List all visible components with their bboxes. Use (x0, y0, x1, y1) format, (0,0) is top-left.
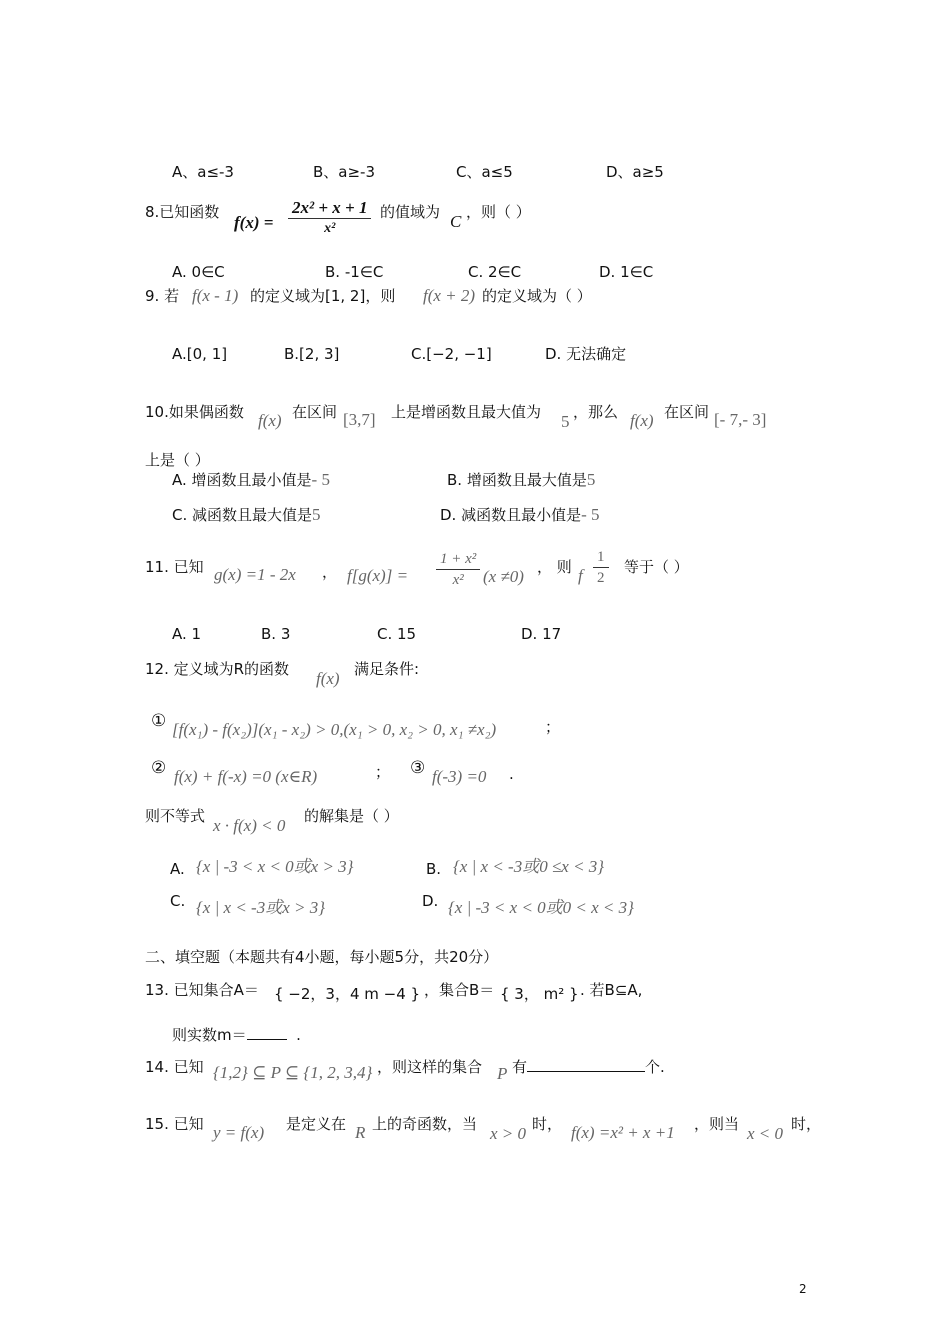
q13-answer-blank[interactable] (247, 1039, 287, 1040)
q11-t1: ， 则 (537, 558, 572, 576)
q13-prefix: 13. 已知集合A＝ (145, 981, 259, 999)
q8-option-d: D. 1∈C (599, 263, 654, 281)
q11-prefix: 11. 已知 (145, 558, 204, 576)
q11-half-fraction (593, 547, 609, 588)
q15-t1: 是定义在 (286, 1115, 347, 1133)
q11-option-c: C. 15 (377, 625, 417, 643)
q7-option-b: B、a≥-3 (313, 163, 376, 181)
page-number: 2 (799, 1282, 807, 1296)
q10-option-a-value: - 5 (311, 470, 330, 489)
q10-option-d (440, 505, 600, 525)
q12-condition-3-mark: ③ (410, 758, 426, 778)
q12-option-d-label: D. (422, 892, 439, 910)
q11-comma: ， (322, 563, 338, 581)
q12-option-c: {x | x < -3或x > 3} (196, 898, 326, 917)
q13-set-b: { 3， m² } (500, 985, 579, 1003)
q8-option-b: B. -1∈C (325, 263, 384, 281)
q9-tail: 的定义域为（ ） (482, 287, 592, 305)
q7-option-a: A、a≤-3 (172, 163, 234, 181)
q10-line2: 上是（ ） (145, 451, 210, 469)
q10-option-c-text: C. 减函数且最大值是 (172, 506, 313, 524)
q14-answer-blank[interactable] (527, 1071, 645, 1072)
q12-option-a: {x | -3 < x < 0或x > 3} (196, 857, 354, 876)
q12-option-c-label: C. (170, 892, 186, 910)
section-2-heading: 二、填空题（本题共有4小题，每小题5分，共20分） (145, 948, 499, 966)
q11-option-b: B. 3 (261, 625, 291, 643)
q15-t3: 时， (532, 1115, 563, 1133)
q15-cond1: x > 0 (490, 1124, 527, 1143)
q11-fraction (436, 549, 480, 590)
q13-mid: ，集合B＝ (424, 981, 495, 999)
q11-fg: f[g(x)] = (347, 566, 409, 585)
q12-option-d: {x | -3 < x < 0或0 < x < 3} (448, 898, 634, 917)
q11-f: f (578, 566, 583, 585)
q13-tail: . 若B⊆A, (580, 981, 643, 999)
q12-suffix: 满足条件: (354, 660, 420, 678)
q11-fraction-body (436, 549, 480, 590)
q11-option-d: D. 17 (521, 625, 562, 643)
q10-option-c-value: 5 (312, 505, 321, 524)
q12-condition-3: f(-3) =0 (432, 767, 487, 786)
q10-option-c (172, 505, 321, 525)
q9-f2: f(x + 2) (423, 286, 476, 305)
q8-fraction (288, 198, 371, 239)
q11-cond: (x ≠0) (483, 567, 524, 586)
q8-stem (145, 202, 219, 222)
q10-t3: ，那么 (573, 403, 619, 421)
q14-mid: ，则这样的集合 (377, 1058, 483, 1076)
q13-line2-text: 则实数m＝ (172, 1026, 247, 1044)
q9-mid: 的定义域为[1, 2]，则 (250, 287, 396, 305)
q12-f: f(x) (316, 669, 340, 688)
q10-option-d-value: - 5 (581, 505, 600, 524)
q11-g: g(x) =1 - 2x (214, 565, 296, 584)
q12-option-b: {x | x < -3或0 ≤x < 3} (453, 857, 605, 876)
q13-set-a: { −2，3，4 m −4 } (274, 985, 421, 1003)
q10-option-a (172, 470, 330, 490)
q7-option-c: C、a≤5 (456, 163, 513, 181)
q13-line2-end: . (296, 1026, 301, 1044)
q12-option-b-label: B. (426, 860, 442, 878)
q12-condition-1: [f(x₁) - f(x₂)](x₁ - x₂) > 0,(x₁ > 0, x₂ > 0, x₁ ≠x₂) (172, 720, 497, 739)
q9-f1: f(x - 1) (192, 286, 239, 305)
q12-condition-2: f(x) + f(-x) =0 (x∈R) (174, 767, 318, 786)
q8-option-a: A. 0∈C (172, 263, 225, 281)
q15-expr: f(x) =x² + x +1 (571, 1123, 675, 1142)
q8-tail: ，则（ ） (466, 203, 531, 221)
q15-t4: ，则当 (694, 1115, 740, 1133)
q10-interval2: [- 7,- 3] (714, 410, 767, 429)
q15-prefix: 15. 已知 (145, 1115, 204, 1133)
q10-f2: f(x) (630, 411, 654, 430)
q10-t2: 上是增函数且最大值为 (391, 403, 542, 421)
q9-option-a: A.[0, 1] (172, 345, 228, 363)
q14-tail: 个. (645, 1058, 665, 1076)
q13-line2 (172, 1025, 301, 1045)
q8-prefix: 8.已知函数 (145, 203, 220, 221)
q8-denominator: x² (324, 221, 336, 236)
q11-tail: 等于（ ） (624, 558, 689, 576)
q12-condition-1-mark: ① (151, 711, 167, 731)
q15-f: y = f(x) (213, 1123, 265, 1142)
q14-expr: {1,2} ⊆ P ⊆ {1, 2, 3,4} (213, 1063, 373, 1082)
q10-option-b-value: 5 (586, 470, 596, 489)
q9-option-b: B.[2, 3] (284, 345, 340, 363)
q12-ask-prefix: 则不等式 (145, 807, 206, 825)
q10-t4: 在区间 (664, 403, 710, 421)
q8-set: C (450, 212, 462, 231)
q12-condition-1-end: ； (545, 718, 561, 736)
q10-interval1: [3,7] (343, 410, 376, 429)
q9-option-c: C.[−2, −1] (411, 345, 492, 363)
q8-fraction-body (288, 198, 371, 239)
q12-ask: x · f(x) < 0 (213, 816, 286, 835)
q12-option-a-label: A. (170, 860, 185, 878)
q10-max: 5 (561, 412, 570, 431)
q8-numerator: 2x² + x + 1 (288, 198, 371, 219)
q12-condition-2-mark: ② (151, 758, 167, 778)
q10-option-d-text: D. 减函数且最小值是 (440, 506, 582, 524)
q11-denominator: x² (452, 572, 464, 588)
q15-t2: 上的奇函数，当 (372, 1115, 478, 1133)
q11-numerator: 1 + x² (436, 549, 480, 570)
q10-option-b (447, 470, 595, 490)
q11-half-den: 2 (597, 570, 605, 586)
q10-option-b-text: B. 增函数且最大值是 (447, 471, 587, 489)
q10-f1: f(x) (258, 411, 282, 430)
q12-ask-suffix: 的解集是（ ） (304, 807, 399, 825)
q9-option-d: D. 无法确定 (545, 345, 627, 363)
q8-lhs: f(x) = (234, 213, 274, 232)
q14-t1-text: 有 (512, 1058, 528, 1076)
q12-prefix: 12. 定义域为R的函数 (145, 660, 290, 678)
q10-option-a-text: A. 增函数且最小值是 (172, 471, 312, 489)
q14-set: P (497, 1064, 508, 1083)
q15-t5: 时， (791, 1115, 822, 1133)
q14-prefix: 14. 已知 (145, 1058, 204, 1076)
q10-t1: 在区间 (292, 403, 338, 421)
q15-cond2: x < 0 (747, 1124, 784, 1143)
q11-half-num: 1 (593, 547, 609, 568)
q11-half (593, 547, 609, 588)
q9-prefix: 9. 若 (145, 287, 180, 305)
q8-suffix: 的值域为 (380, 203, 441, 221)
q8-option-c: C. 2∈C (468, 263, 522, 281)
q7-option-d: D、a≥5 (606, 163, 664, 181)
q12-condition-3-end: . (509, 765, 514, 783)
q15-r: R (355, 1123, 366, 1142)
q14-t1 (512, 1057, 665, 1077)
q11-option-a: A. 1 (172, 625, 202, 643)
q12-condition-2-end: ； (375, 763, 391, 781)
q10-prefix: 10.如果偶函数 (145, 403, 244, 421)
